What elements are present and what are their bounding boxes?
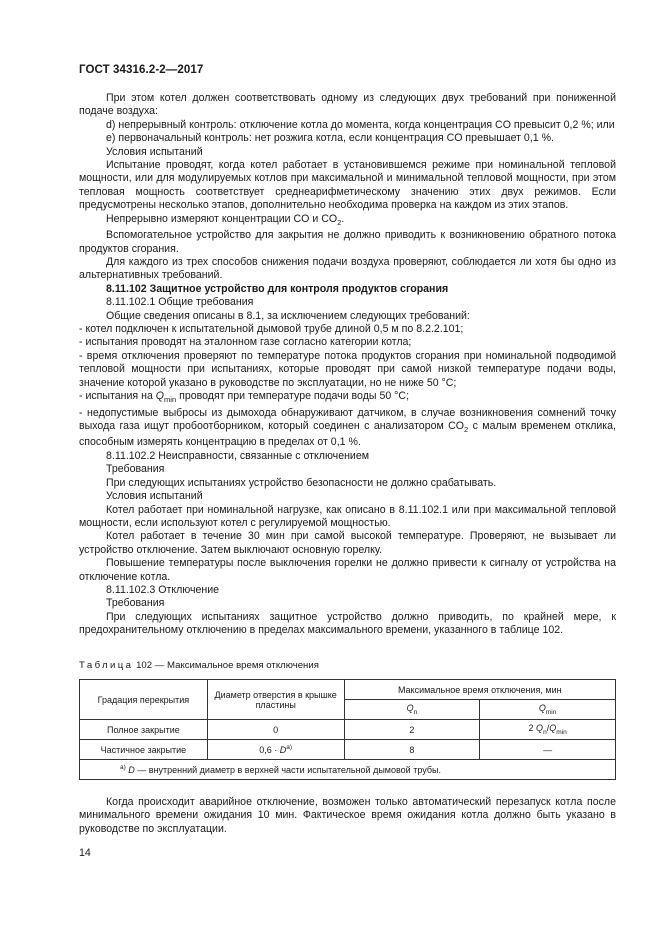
paragraph-1: При этом котел должен соответствовать одному из следующих двух требований при пониженной подаче воздуха: [79,92,616,118]
paragraph-20: Условия испытаний [106,490,203,503]
closing-text: Когда происходит аварийное отключение, возможен только автоматический перезапуск котла после минимального времени ожидания 10 мин. Фактическое время ожидания котла должно быть указано в руководстве по эксплуатации. [79,796,616,835]
paragraph-7: Вспомогательное устройство для закрытия не должно приводить к возникновению обратного потока продуктов сгорания. [79,229,616,255]
table-head-gradation: Градация перекрытия [80,680,208,720]
paragraph-26: При следующих испытаниях защитное устройство должно приводить, по крайней мере, к предохранительному отключению в пределах максимального времени, указанного в таблице 102. [79,610,616,637]
shutdown-time-table [79,679,616,780]
paragraph-13: - испытания проводят на эталонном газе согласно категории котла; [79,336,412,349]
table-head-qmin: $Q_{min}$ [480,700,616,720]
paragraph-10: 8.11.102.1 Общие требования [106,296,254,309]
table-head-qn: $Q_n$ [344,700,480,720]
table-row [80,740,616,760]
paragraph-21: Котел работает при номинальной нагрузке, как описано в 8.11.102.1 или при максимальной тепловой мощности, если используют котел с регулируемой мощностью. [79,503,616,529]
paragraph-14: - время отключения проверяют по температуре потока продуктов сгорания при номинальной подводимой тепловой мощности при испытаниях, которые проводят при самой низкой температуре подачи воды, значение которой указано в руководстве по эксплуатации, но не ниже 50 °С; [79,349,616,389]
paragraph-23: Повышение температуры после выключения горелки не должно привести к сигналу от устройства на отключение котла. [79,557,616,583]
paragraph-9: 8.11.102 Защитное устройство для контроля продуктов сгорания [106,282,449,295]
page-number: 14 [79,847,91,859]
table-head-diameter: Диаметр отверстия в крышке пластины [207,680,344,720]
row1-qmin: 2 $Q_n/Q_{min}$ [480,720,616,740]
table-head-max-time: Максимальное время отключения, мин [344,680,615,700]
paragraph-25: Требования [106,597,165,610]
paragraph-2: d) непрерывный контроль: отключение котла до момента, когда концентрация CO превысит 0,2 %; или [106,118,615,131]
table-footnote: $^{a)}$ D — внутренний диаметр в верхней части испытательной дымовой трубы. [80,760,616,780]
table-caption-label: Таблица [79,660,134,671]
document-body [79,92,616,638]
paragraph-3: е) первоначальный контроль: нет розжига котла, если концентрация CO превышает 0,1 %. [106,132,554,145]
table-row [80,720,616,740]
closing-paragraph [79,796,616,836]
paragraph-24: 8.11.102.3 Отключение [106,583,220,596]
row2-gradation: Частичное закрытие [80,740,208,760]
row1-gradation: Полное закрытие [80,720,208,740]
paragraph-4: Условия испытаний [106,145,203,158]
paragraph-8: Для каждого из трех способов снижения подачи воздуха проверяют, соблюдается ли хотя бы одно из альтернативных требований. [79,255,616,282]
paragraph-22: Котел работает в течение 30 мин при самой высокой температуре. Проверяют, не вызывает ли устройство отключение. Затем выключают основную горелку. [79,530,616,556]
table-caption [79,660,319,671]
document-header: ГОСТ 34316.2-2—2017 [79,64,204,76]
row2-qn: 8 [344,740,480,760]
paragraph-17: 8.11.102.2 Неисправности, связанные с отключением [106,449,370,462]
paragraph-12: - котел подключен к испытательной дымовой трубе длиной 0,5 м по 8.2.2.101; [79,323,464,336]
table-caption-text: 102 — Максимальное время отключения [136,660,319,671]
row1-diameter: 0 [207,720,344,740]
row2-qmin: — [480,740,616,760]
paragraph-19: При следующих испытаниях устройство безопасности не должно срабатывать. [106,476,497,489]
paragraph-11: Общие сведения описаны в 8.1, за исключением следующих требований: [106,309,470,322]
row1-qn: 2 [344,720,480,740]
paragraph-5: Испытание проводят, когда котел работает в установившемся режиме при номинальной тепловой мощности, или для модулируемых котлов при максимальной и минимальной тепловой мощности, при этом тепловая мощность соответствует среднеарифметическому значению этих двух режимов. Если предусмотрены несколько этапов, дополнительно необходима проверка на каждом из этих этапов. [79,159,616,212]
paragraph-6: Непрерывно измеряют концентрации CO и $CO_2$. [106,212,345,227]
paragraph-16: - недопустимые выбросы из дымохода обнаруживают датчиком, в случае возникновения сомнений точку выхода газа ищут пробоотборником, который соединен с анализатором $CO_2$ с малым временем отклика, способным измерять концентрацию в пределах от 0,1 %. [79,406,616,449]
row2-diameter: $0,6 \cdot D^{a)}$ [207,740,344,760]
paragraph-18: Требования [106,463,165,476]
paragraph-15: - испытания на $Q_{min}$ проводят при температуре подачи воды 50 °С; [79,390,410,405]
